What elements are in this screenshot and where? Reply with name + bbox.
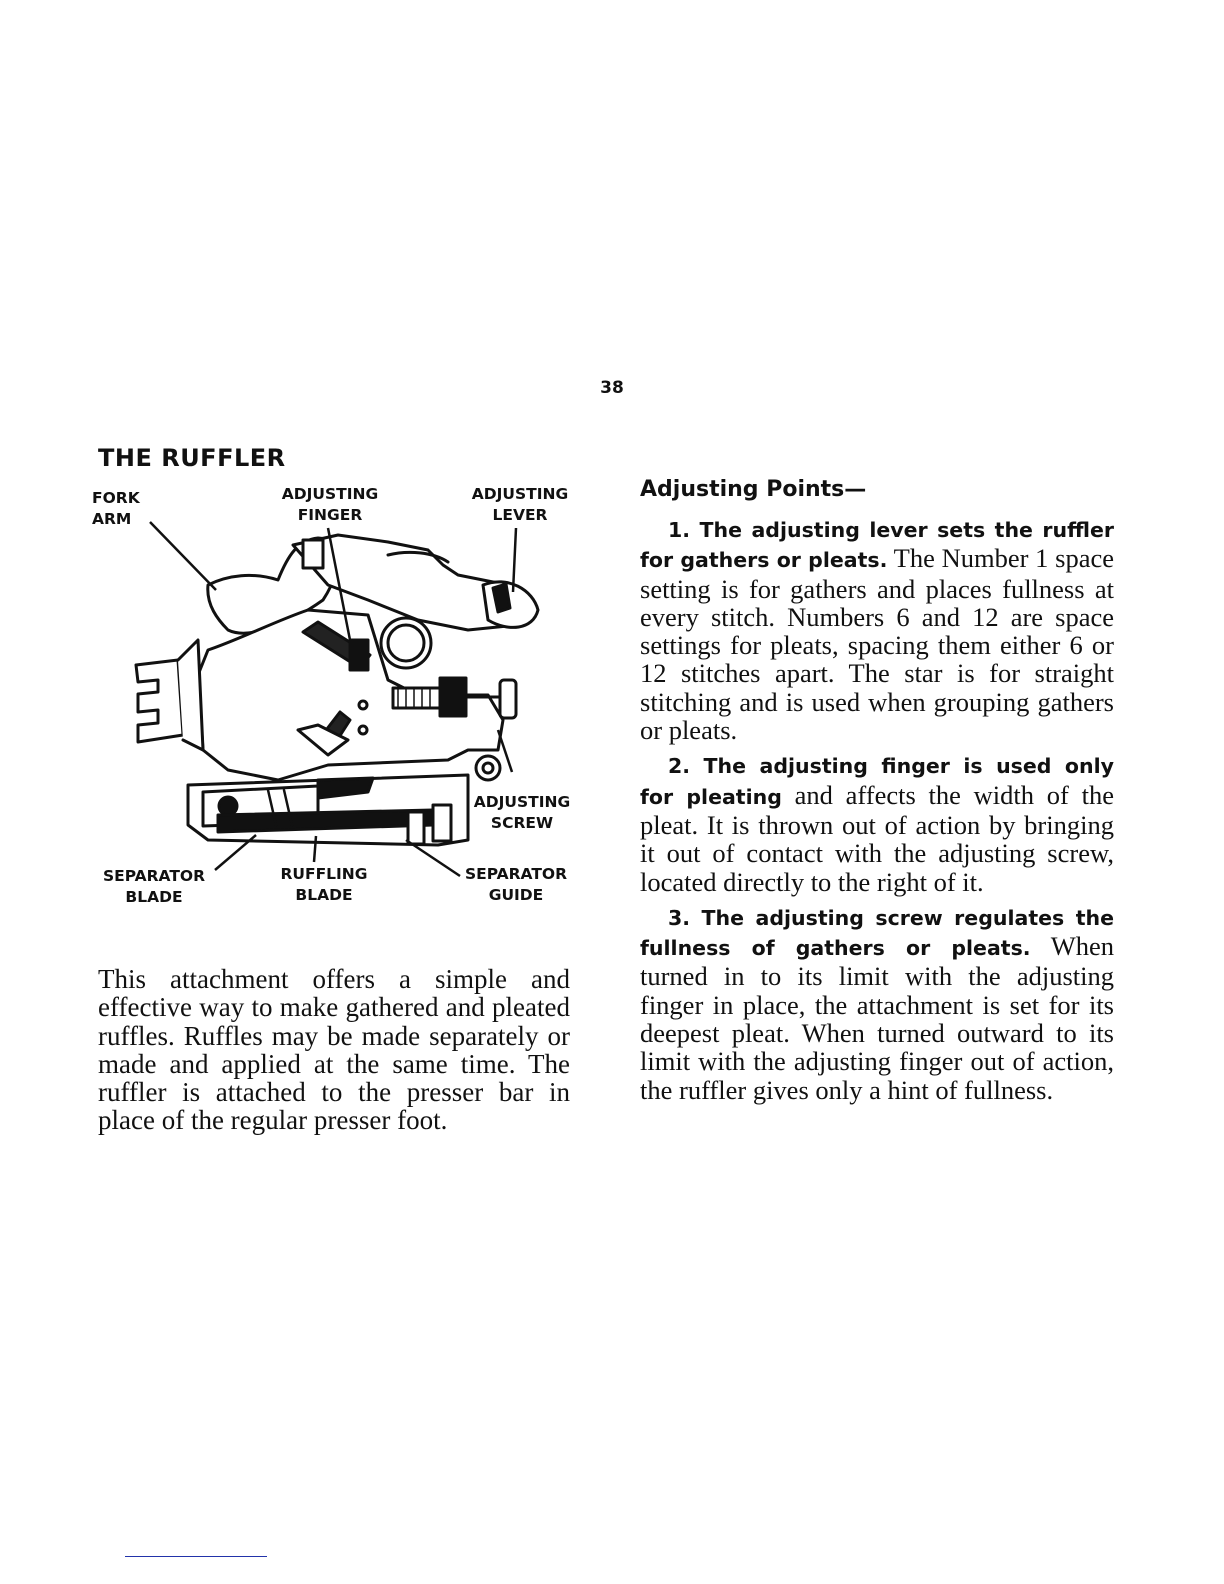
label-separator-guide-line2: GUIDE [488, 886, 544, 904]
adjusting-point-3 [640, 902, 1114, 1104]
label-ruffling-blade [274, 864, 374, 906]
label-adjusting-finger-line2: FINGER [297, 506, 363, 524]
label-adjusting-screw-line2: SCREW [490, 814, 554, 832]
label-adjusting-screw [470, 792, 574, 834]
adjusting-points-heading: Adjusting Points— [640, 477, 867, 502]
adjusting-point-1 [640, 514, 1114, 744]
adjusting-points-section [640, 474, 1114, 1110]
label-adjusting-lever [468, 484, 572, 526]
page-number: 38 [600, 378, 624, 398]
label-separator-guide [460, 864, 572, 906]
point-3-lead: 3. The adjusting screw regulates the fullness of gathers or pleats. [640, 905, 1114, 961]
footnote-rule [125, 1556, 267, 1557]
point-1-lead: 1. The adjusting lever sets the ruffler for gathers or pleats. [640, 518, 1114, 573]
label-adjusting-finger-line1: ADJUSTING [281, 485, 379, 503]
label-adjusting-lever-line1: ADJUSTING [471, 485, 569, 503]
intro-paragraph: This attachment offers a simple and effective way to make gathered and pleated ruffles. Ruffles may be made separately or made and applied at the same time. The ruffler is attached to the presser bar in place of the regular presser foot. [98, 964, 570, 1136]
page-title: THE RUFFLER [98, 444, 286, 472]
label-adjusting-screw-line1: ADJUSTING [473, 793, 571, 811]
label-fork-arm [92, 488, 140, 530]
point-3-body: When turned in to its limit with the adjusting finger in place, the attachment is set for its deepest pleat. When turned outward to its limit with the adjusting finger out of action, the ruffler gives only a hint of fullness. [640, 931, 1115, 1105]
ruffler-drawing [88, 480, 588, 910]
label-ruffling-blade-line2: BLADE [295, 886, 353, 904]
adjusting-point-2 [640, 750, 1114, 895]
label-ruffling-blade-line1: RUFFLING [280, 865, 368, 883]
point-2-lead: 2. The adjusting finger is used only for pleating [640, 754, 1114, 809]
label-separator-blade-line2: BLADE [125, 888, 183, 906]
label-adjusting-lever-line2: LEVER [492, 506, 548, 524]
label-fork-arm-line1: FORK [92, 489, 140, 507]
label-fork-arm-line2: ARM [92, 510, 132, 528]
label-separator-guide-line1: SEPARATOR [464, 865, 568, 883]
point-2-body: and affects the width of the pleat. It is thrown out of action by bringing it out of contact with the adjusting screw, located directly to the right of it. [640, 779, 1114, 897]
ruffler-illustration [88, 480, 588, 910]
label-separator-blade-line1: SEPARATOR [102, 867, 206, 885]
label-adjusting-finger [278, 484, 382, 526]
label-separator-blade [98, 866, 210, 908]
point-1-body: The Number 1 space setting is for gathers and places fullness at every stitch. Numbers 6 and 12 are space settings for pleats, spacing them either 6 or 12 stitches apart. The star is for straight stitching and is used when grouping gathers or pleats. [640, 543, 1115, 746]
